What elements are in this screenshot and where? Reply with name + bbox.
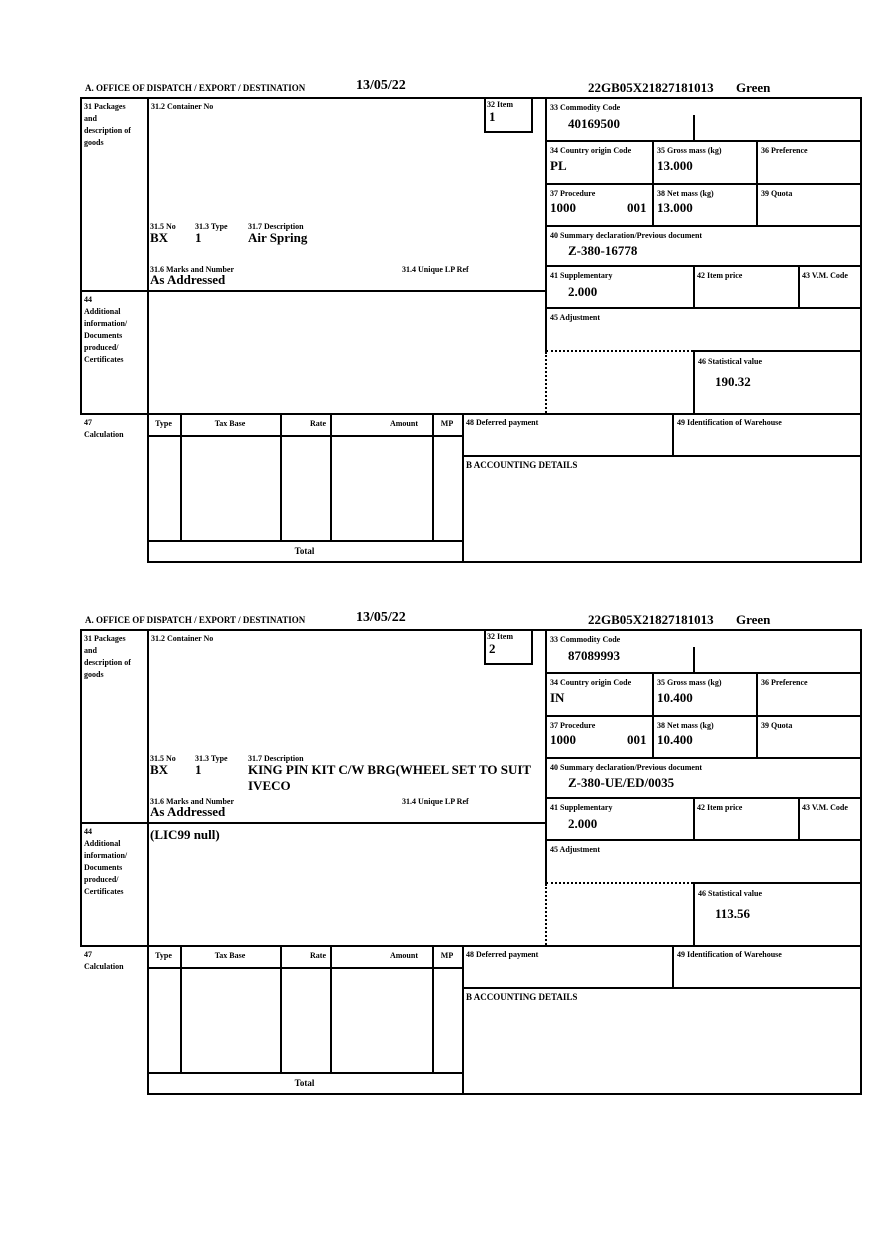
box31-6-marks-label: 31.6 Marks and Number [150,797,235,806]
box49-warehouse-label: 49 Identification of Warehouse [677,418,782,427]
border-line [180,945,182,1074]
border-line [545,97,547,352]
package-kind-value: BX [150,230,169,245]
net-mass-value: 13.000 [657,200,693,215]
border-line [545,757,862,759]
border-line [672,945,674,989]
border-line [80,822,547,824]
border-line [147,1093,862,1095]
box34-origin-label: 34 Country origin Code [550,146,632,155]
border-line [462,455,862,457]
accounting-details-label: B ACCOUNTING DETAILS [466,992,578,1002]
box45-adjustment-label: 45 Adjustment [550,845,601,854]
border-line [147,97,149,563]
supplementary-units-value: 2.000 [568,816,598,831]
box31-6-marks-label: 31.6 Marks and Number [150,265,235,274]
dotted-line [546,350,693,352]
box33-commodity-label: 33 Commodity Code [550,635,621,644]
box45-adjustment-label: 45 Adjustment [550,313,601,322]
border-line [462,413,464,563]
box32-item-label: 32 Item [487,632,513,641]
border-line [484,97,486,133]
border-line [80,97,862,99]
border-line [545,225,862,227]
gross-mass-value: 10.400 [657,690,693,705]
border-line [693,797,695,841]
package-count-value: 1 [195,762,202,777]
border-line [693,265,695,309]
border-line [798,265,800,309]
box31-7-description-label: 31.7 Description [248,222,304,231]
border-line [147,967,462,969]
gross-mass-value: 13.000 [657,158,693,173]
box44-number-label: 44 [84,295,92,304]
statistical-value: 113.56 [715,906,751,921]
declaration-item-section [80,78,862,564]
box37-procedure-label: 37 Procedure [550,721,596,730]
box43-vm-code-label: 43 V.M. Code [802,271,848,280]
country-origin-value: IN [550,690,565,705]
calc-header-type: Type [155,951,172,960]
item-number-value: 1 [489,109,496,124]
calc-header-mp: MP [440,951,454,960]
border-line [545,307,862,309]
border-line [180,413,182,542]
calc-header-tax-base: Tax Base [214,951,246,960]
border-line [147,561,862,563]
box42-item-price-label: 42 Item price [697,271,743,280]
procedure-code2-value: 001 [627,200,647,215]
box36-preference-label: 36 Preference [761,146,808,155]
box38-net-mass-label: 38 Net mass (kg) [657,189,714,198]
box31-2-container-label: 31.2 Container No [151,634,214,643]
commodity-code-value: 40169500 [568,116,620,131]
border-line [652,672,654,759]
border-line [545,629,547,884]
procedure-code-value: 1000 [550,732,576,747]
border-line [462,987,862,989]
box47-number-label: 47 [84,418,92,427]
border-line [545,672,862,674]
item-number-value: 2 [489,641,496,656]
border-line [280,945,282,1074]
border-line [693,882,695,947]
border-line [860,97,862,563]
border-line [545,797,862,799]
procedure-code2-value: 001 [627,732,647,747]
border-line [80,945,862,947]
calc-header-rate: Rate [310,951,326,960]
border-line [484,663,533,665]
box46-statistical-value-label: 46 Statistical value [698,889,762,898]
goods-description-value: KING PIN KIT C/W BRG(WHEEL SET TO SUIT IVECO [248,762,531,793]
box38-net-mass-label: 38 Net mass (kg) [657,721,714,730]
box31-3-type-label: 31.3 Type [195,222,228,231]
border-line [147,629,149,1095]
marks-numbers-value: As Addressed [150,804,226,819]
border-line [756,672,758,759]
box41-supplementary-label: 41 Supplementary [550,803,613,812]
border-line [756,140,758,227]
box31-5-no-label: 31.5 No [150,222,176,231]
border-line [147,540,464,542]
box39-quota-label: 39 Quota [761,721,793,730]
box42-item-price-label: 42 Item price [697,803,743,812]
border-line [545,715,862,717]
border-line [693,350,695,415]
box31-7-description-label: 31.7 Description [248,754,304,763]
box32-item-label: 32 Item [487,100,513,109]
border-line [432,413,434,542]
border-line [80,290,547,292]
office-of-dispatch-title: A. OFFICE OF DISPATCH / EXPORT / DESTINATION [85,83,306,93]
box39-quota-label: 39 Quota [761,189,793,198]
border-line [330,945,332,1074]
box47-number-label: 47 [84,950,92,959]
box35-gross-mass-label: 35 Gross mass (kg) [657,146,722,155]
dotted-line [546,882,693,884]
mrn-number: 22GB05X21827181013 [588,612,714,627]
previous-document-value: Z-380-16778 [568,243,638,258]
border-line [80,629,862,631]
box36-preference-label: 36 Preference [761,678,808,687]
procedure-code-value: 1000 [550,200,576,215]
package-kind-value: BX [150,762,169,777]
border-line [693,882,862,884]
box44-additional-info-label: Additional information/ Documents produced/ Certificates [84,307,128,364]
box48-deferred-payment-label: 48 Deferred payment [466,418,539,427]
box49-warehouse-label: 49 Identification of Warehouse [677,950,782,959]
box47-calculation-label: Calculation [84,430,124,439]
border-line [693,350,862,352]
box31-4-unique-lp-ref-label: 31.4 Unique LP Ref [402,265,469,274]
box31-5-no-label: 31.5 No [150,754,176,763]
box31-packages-label: 31 Packages and description of goods [84,634,131,679]
border-line [80,413,862,415]
box31-2-container-label: 31.2 Container No [151,102,214,111]
border-line [531,97,533,133]
box44-additional-info-label: Additional information/ Documents produced/ Certificates [84,839,128,896]
border-line [80,97,82,415]
calc-header-amount: Amount [389,419,418,428]
supplementary-units-value: 2.000 [568,284,598,299]
border-line [531,629,533,665]
commodity-code-divider [693,115,695,142]
border-line [545,265,862,267]
commodity-code-divider [693,647,695,674]
border-line [652,140,654,227]
dotted-line [545,884,547,945]
box34-origin-label: 34 Country origin Code [550,678,632,687]
additional-info-value: (LIC99 null) [150,827,220,842]
border-line [330,413,332,542]
border-line [798,797,800,841]
country-origin-value: PL [550,158,567,173]
calc-header-type: Type [155,419,172,428]
routing-status: Green [736,80,771,95]
box47-calculation-label: Calculation [84,962,124,971]
border-line [860,629,862,1095]
package-count-value: 1 [195,230,202,245]
box46-statistical-value-label: 46 Statistical value [698,357,762,366]
acceptance-date: 13/05/22 [356,78,406,93]
box37-procedure-label: 37 Procedure [550,189,596,198]
box40-previous-document-label: 40 Summary declaration/Previous document [550,763,703,772]
box48-deferred-payment-label: 48 Deferred payment [466,950,539,959]
accounting-details-label: B ACCOUNTING DETAILS [466,460,578,470]
commodity-code-value: 87089993 [568,648,620,663]
calc-header-amount: Amount [389,951,418,960]
calc-header-rate: Rate [310,419,326,428]
box35-gross-mass-label: 35 Gross mass (kg) [657,678,722,687]
box44-number-label: 44 [84,827,92,836]
border-line [147,1072,464,1074]
border-line [484,131,533,133]
box41-supplementary-label: 41 Supplementary [550,271,613,280]
statistical-value: 190.32 [715,374,751,389]
acceptance-date: 13/05/22 [356,610,406,625]
office-of-dispatch-title: A. OFFICE OF DISPATCH / EXPORT / DESTINATION [85,615,306,625]
box40-previous-document-label: 40 Summary declaration/Previous document [550,231,703,240]
calc-header-mp: MP [440,419,454,428]
total-label: Total [294,546,315,556]
goods-description-value: Air Spring [248,230,308,245]
mrn-number: 22GB05X21827181013 [588,80,714,95]
border-line [462,945,464,1095]
border-line [545,140,862,142]
border-line [147,435,462,437]
previous-document-value: Z-380-UE/ED/0035 [568,775,675,790]
box31-3-type-label: 31.3 Type [195,754,228,763]
box31-packages-label: 31 Packages and description of goods [84,102,131,147]
calc-header-tax-base: Tax Base [214,419,246,428]
box33-commodity-label: 33 Commodity Code [550,103,621,112]
marks-numbers-value: As Addressed [150,272,226,287]
dotted-line [545,352,547,413]
border-line [280,413,282,542]
routing-status: Green [736,612,771,627]
total-label: Total [294,1078,315,1088]
border-line [484,629,486,665]
declaration-item-section [80,610,862,1096]
box31-4-unique-lp-ref-label: 31.4 Unique LP Ref [402,797,469,806]
border-line [545,183,862,185]
border-line [80,629,82,947]
border-line [672,413,674,457]
border-line [545,839,862,841]
border-line [432,945,434,1074]
net-mass-value: 10.400 [657,732,693,747]
box43-vm-code-label: 43 V.M. Code [802,803,848,812]
